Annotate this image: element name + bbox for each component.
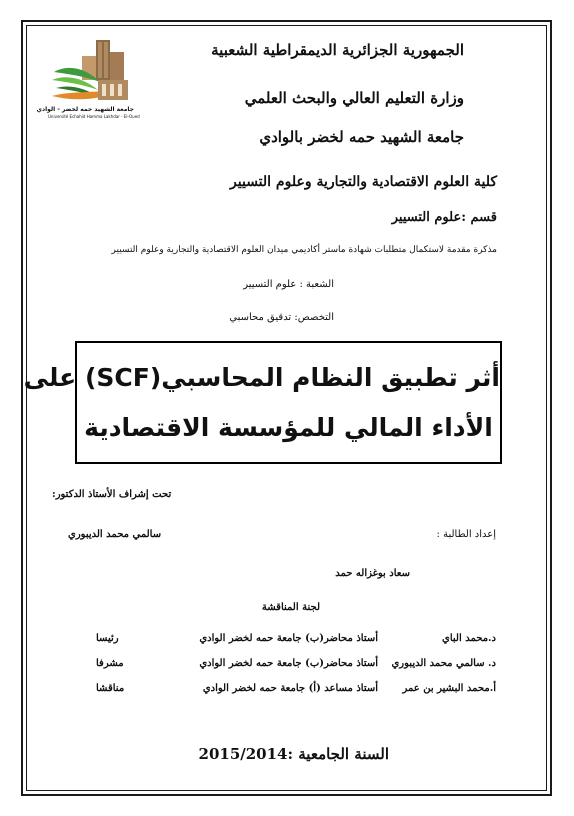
committee-member-name: أ.محمد البشير بن عمر: [402, 683, 496, 694]
logo-caption-arabic: جامعة الشهيد حمه لخضر - الوادي: [36, 106, 134, 113]
committee-member-rank: أستاذ مساعد (أ) جامعة حمه لخضر الوادي: [202, 683, 378, 694]
republic-heading: الجمهورية الجزائرية الديمقراطية الشعبية: [211, 41, 464, 59]
university-logo: [36, 38, 140, 122]
committee-member-rank: أستاذ محاضر(ب) جامعة حمه لخضر الوادي: [199, 658, 378, 669]
ministry-heading: وزارة التعليم العالي والبحث العلمي: [244, 89, 464, 107]
supervisor-name: سالمي محمد الديبوري: [68, 529, 162, 540]
faculty-name: كلية العلوم الاقتصادية والتجارية وعلوم التسيير: [230, 174, 497, 190]
committee-heading: لجنة المناقشة: [261, 602, 320, 613]
prepared-by-label: إعداد الطالبة :: [436, 529, 496, 540]
thesis-title-line-2: الأداء المالي للمؤسسة الاقتصادية: [84, 413, 493, 442]
committee-member-role: مناقشا: [96, 683, 125, 694]
committee-member-role: مشرفا: [96, 658, 124, 669]
branch-line: الشعبة : علوم التسيير: [243, 279, 334, 290]
logo-caption-latin: Université Echahid Hamma Lakhdar - El-Oued: [48, 114, 140, 119]
supervision-label: تحت إشراف الأستاذ الدكتور:: [52, 489, 172, 500]
specialty-line: التخصص: تدقيق محاسبي: [229, 312, 334, 323]
committee-member-name: د. سالمي محمد الديبوري: [391, 658, 496, 669]
committee-member-rank: أستاذ محاضر(ب) جامعة حمه لخضر الوادي: [199, 633, 378, 644]
memo-statement: مذكرة مقدمة لاستكمال متطلبات شهادة ماستر أكاديمي ميدان العلوم الاقتصادية والتجارية وعلوم التسيير: [111, 245, 497, 255]
committee-member-role: رئيسا: [96, 633, 119, 644]
thesis-title-box: [23, 341, 502, 464]
university-heading: جامعة الشهيد حمه لخضر بالوادي: [259, 128, 464, 146]
committee-member-name: د.محمد الباي: [442, 633, 496, 644]
thesis-title-line-1: أثر تطبيق النظام المحاسبي(SCF) على: [23, 363, 500, 392]
academic-year: السنة الجامعية :2015/2014: [198, 745, 389, 763]
department-name: قسم :علوم التسيير: [391, 210, 497, 225]
student-name: سعاد بوغزاله حمد: [335, 568, 410, 579]
